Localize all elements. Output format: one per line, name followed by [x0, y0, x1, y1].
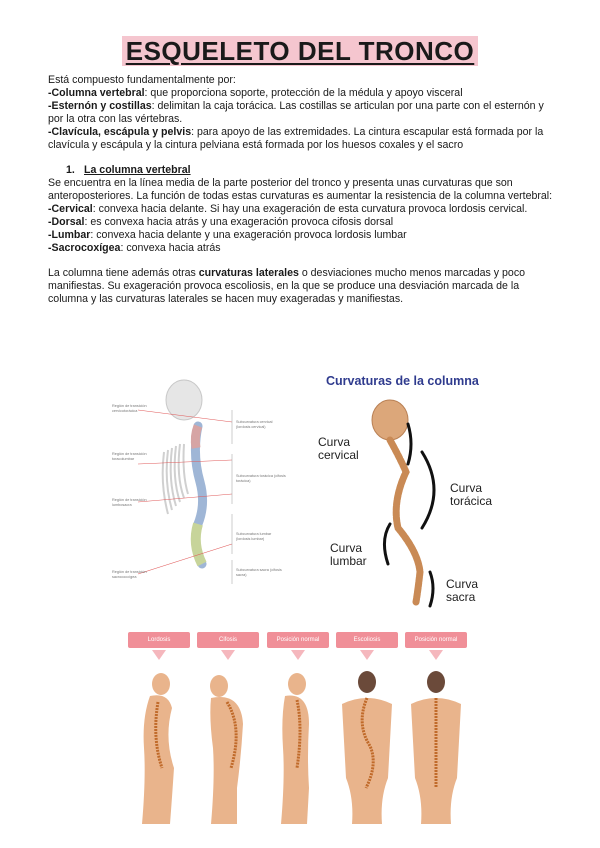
posture-figure-escoliosis	[336, 628, 398, 824]
posture-normal-1	[267, 628, 329, 829]
posture-normal-2	[405, 628, 467, 829]
right-label-1: Subcurvatura cervical (lordosis cervical)	[236, 420, 273, 429]
spine-curvatures-figure	[310, 372, 500, 616]
label-lumbar-text: Curva lumbar	[330, 541, 367, 568]
label-toracica-text: Curva torácica	[450, 481, 493, 508]
skeleton-lateral-figure	[112, 374, 288, 590]
right-label-2: Subcurvatura torácica (cifosis torácica)	[236, 474, 286, 483]
title-block	[0, 36, 600, 66]
left-label-3: Región de transición lumbosacra	[112, 498, 147, 507]
intro-text: : que proporciona soporte, protección de la médula y apoyo visceral	[144, 87, 463, 99]
curve-term: -Lumbar	[48, 229, 91, 241]
intro-text: : para apoyo de las extremidades. La cintura escapular está formada por la clavícula y escápula y la cintura pelviana está formada por los huesos coxales y el sacro	[48, 126, 544, 151]
posture-figure-lordosis	[128, 628, 190, 824]
posture-cifosis	[197, 628, 259, 829]
section-heading	[48, 164, 558, 177]
section-paragraph: Se encuentra en la línea media de la parte posterior del tronco y presenta unas curvaturas que son anteroposteriores. La función de todas estas curvaturas es aumentar la resistencia de la columna vertebral:	[48, 177, 553, 202]
intro-section	[48, 74, 558, 306]
right-label-3: Subcurvatura lumbar (lordosis lumbar)	[236, 532, 272, 541]
curve-term: -Sacrocoxígea	[48, 242, 121, 254]
intro-lead: Está compuesto fundamentalmente por:	[48, 74, 236, 86]
label-curva-sacra	[446, 578, 478, 604]
intro-item-columna	[48, 87, 558, 100]
label-curva-toracica	[450, 482, 492, 508]
intro-text: : delimitan la caja torácica. Las costillas se articulan por una parte con el esternón y por la otra con las vértebras.	[48, 100, 544, 125]
posture-tag: Escoliosis	[336, 632, 398, 648]
postures-figure	[128, 628, 468, 824]
left-label-1: Región de transición cervicotorácica	[112, 404, 147, 413]
curve-text: : es convexa hacia atrás y una exageración provoca cifosis dorsal	[84, 216, 394, 228]
lateral-after: o desviaciones mucho menos marcadas y poco manifiestas. Su exageración provoca escoliosis, en la que se produce una desviación marcada de la columna y las curvaturas laterales se hacen muy exageradas y manifiestas.	[48, 267, 526, 305]
page-title: ESQUELETO DEL TRONCO	[122, 36, 479, 66]
lateral-bold: curvaturas laterales	[198, 267, 299, 279]
label-sacra-text: Curva sacra	[446, 577, 479, 604]
curve-item-lumbar	[48, 229, 558, 242]
posture-figure-cifosis	[197, 628, 259, 824]
posture-tag: Posición normal	[405, 632, 467, 648]
posture-figure-normal-back	[405, 628, 467, 824]
posture-figure-normal	[267, 628, 329, 824]
curve-term: -Cervical	[48, 203, 93, 215]
figure-title: Curvaturas de la columna	[326, 374, 479, 388]
posture-lordosis	[128, 628, 190, 829]
right-label-4: Subcurvatura sacra (cifosis sacra)	[236, 568, 282, 577]
label-cervical-text: Curva cervical	[318, 435, 359, 462]
intro-item-esternon	[48, 100, 558, 126]
curve-text: : convexa hacia atrás	[120, 242, 221, 254]
posture-escoliosis	[336, 628, 398, 829]
curve-text: : convexa hacia delante y una exageración provoca lordosis lumbar	[90, 229, 407, 241]
lateral-paragraph	[48, 267, 558, 306]
curve-item-dorsal	[48, 216, 558, 229]
left-label-2: Región de transición toracolumbar	[112, 452, 147, 461]
intro-term: -Clavícula, escápula y pelvis	[48, 126, 192, 138]
curve-text: : convexa hacia delante. Si hay una exageración de esta curvatura provoca lordosis cervical.	[92, 203, 528, 215]
left-label-4: Región de transición sacrococcígea	[112, 570, 147, 579]
posture-tag: Posición normal	[267, 632, 329, 648]
posture-tag: Lordosis	[128, 632, 190, 648]
lateral-before: La columna tiene además otras	[48, 267, 199, 279]
posture-tag: Cifosis	[197, 632, 259, 648]
curve-term: -Dorsal	[48, 216, 85, 228]
intro-term: -Esternón y costillas	[48, 100, 152, 112]
label-curva-cervical	[318, 436, 359, 462]
curve-item-sacrocoxigea	[48, 242, 558, 255]
section-number: 1.	[66, 164, 75, 176]
label-curva-lumbar	[330, 542, 367, 568]
curve-item-cervical	[48, 203, 558, 216]
intro-item-clavicula	[48, 126, 558, 152]
section-title: La columna vertebral	[84, 164, 191, 176]
intro-term: -Columna vertebral	[48, 87, 145, 99]
